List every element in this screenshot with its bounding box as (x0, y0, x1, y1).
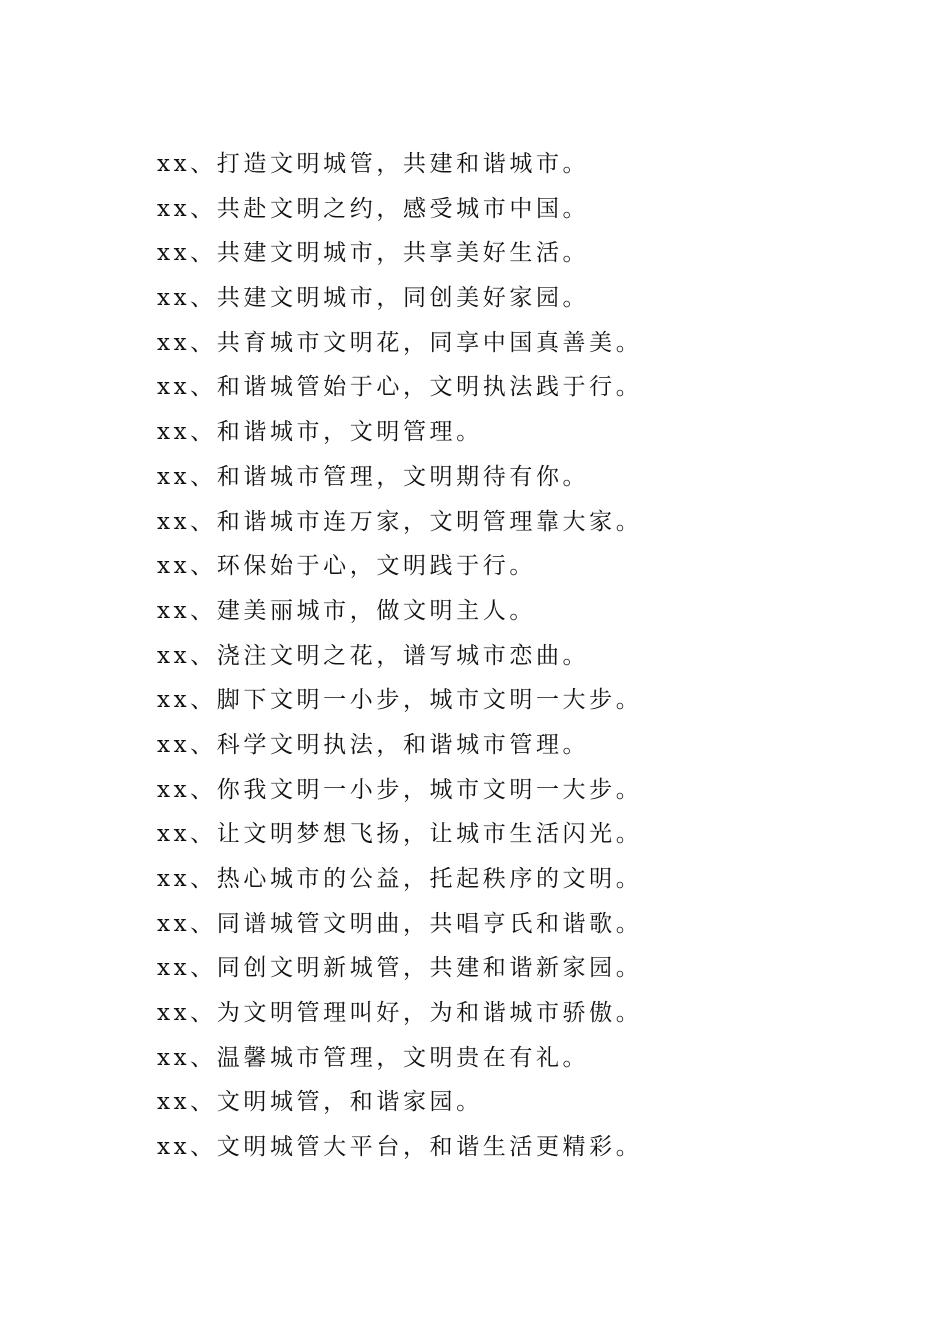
slogan-line: xx、同创文明新城管，共建和谐新家园。 (157, 955, 643, 982)
slogan-line: xx、打造文明城管，共建和谐城市。 (157, 151, 590, 177)
slogan-line: xx、和谐城市管理，文明期待有你。 (157, 463, 590, 490)
slogan-line: xx、建美丽城市，做文明主人。 (157, 597, 536, 624)
slogan-line: xx、脚下文明一小步，城市文明一大步。 (157, 687, 643, 714)
slogan-line: xx、科学文明执法，和谐城市管理。 (157, 731, 590, 758)
slogan-line: xx、文明城管，和谐家园。 (157, 1089, 483, 1116)
slogan-line: xx、和谐城市，文明管理。 (157, 419, 483, 446)
slogan-line: xx、共建文明城市，共享美好生活。 (157, 240, 590, 267)
slogan-line: xx、共育城市文明花，同享中国真善美。 (157, 329, 643, 356)
slogan-list (157, 142, 857, 1170)
slogan-line: xx、共建文明城市，同创美好家园。 (157, 285, 590, 312)
slogan-line: xx、你我文明一小步，城市文明一大步。 (157, 776, 643, 803)
slogan-line: xx、共赴文明之约，感受城市中国。 (157, 195, 590, 222)
slogan-line: xx、浇注文明之花，谱写城市恋曲。 (157, 642, 590, 669)
slogan-line: xx、热心城市的公益，托起秩序的文明。 (157, 866, 643, 892)
slogan-line: xx、让文明梦想飞扬，让城市生活闪光。 (157, 821, 643, 848)
slogan-line: xx、和谐城管始于心，文明执法践于行。 (157, 374, 643, 401)
slogan-line: xx、同谱城管文明曲，共唱亨氏和谐歌。 (157, 910, 643, 937)
slogan-line: xx、环保始于心，文明践于行。 (157, 553, 536, 580)
slogan-line: xx、和谐城市连万家，文明管理靠大家。 (157, 508, 643, 535)
slogan-line: xx、为文明管理叫好，为和谐城市骄傲。 (157, 1000, 643, 1027)
slogan-line: xx、温馨城市管理，文明贵在有礼。 (157, 1044, 590, 1071)
slogan-line: xx、文明城管大平台，和谐生活更精彩。 (157, 1134, 643, 1161)
